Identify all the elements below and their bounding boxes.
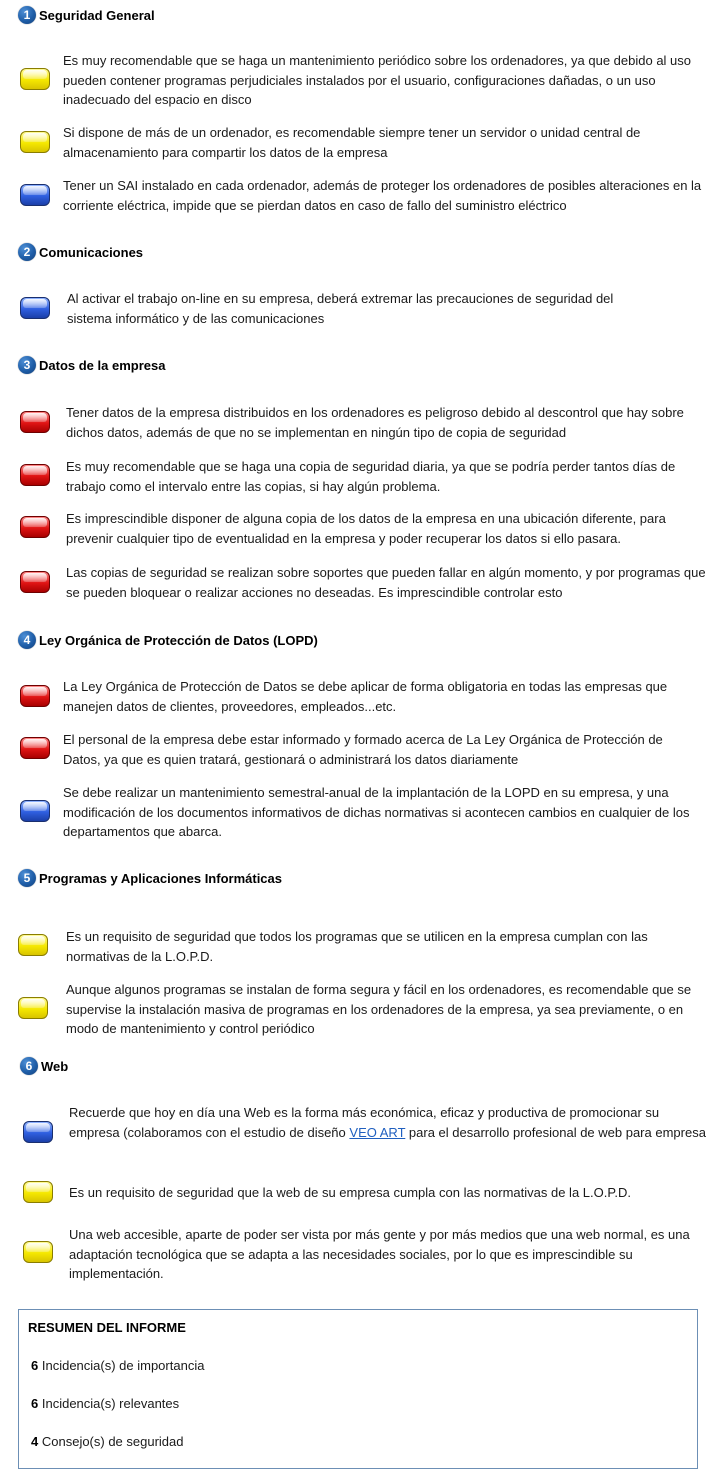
summary-label: Consejo(s) de seguridad bbox=[41, 1434, 184, 1449]
section-heading bbox=[20, 1056, 68, 1076]
item-text: Es un requisito de seguridad que todos los programas que se utilicen en la empresa cumplan con las normativas de la L.O.P.D. bbox=[66, 929, 648, 964]
blue-status-icon bbox=[20, 800, 50, 822]
yellow-status-icon bbox=[23, 1181, 53, 1203]
section-number-badge: 2 bbox=[18, 243, 36, 261]
red-status-icon bbox=[20, 464, 50, 486]
summary-count: 6 bbox=[31, 1358, 39, 1373]
section-heading bbox=[18, 355, 165, 375]
section-title: Programas y Aplicaciones Informáticas bbox=[39, 870, 283, 886]
section-title: Datos de la empresa bbox=[39, 357, 166, 373]
red-status-icon bbox=[20, 571, 50, 593]
summary-label: Incidencia(s) de importancia bbox=[41, 1358, 205, 1373]
item-text: Es imprescindible disponer de alguna copia de los datos de la empresa en una ubicación diferente, para prevenir cualquier tipo de eventualidad en la empresa y poder recuperar los datos si ello pasara. bbox=[66, 511, 666, 546]
blue-status-icon bbox=[20, 297, 50, 319]
section-number-badge: 6 bbox=[20, 1057, 38, 1075]
yellow-status-icon bbox=[18, 997, 48, 1019]
yellow-status-icon bbox=[23, 1241, 53, 1263]
red-status-icon bbox=[20, 516, 50, 538]
item-text-before: Recuerde que hoy en día una Web es la forma más económica, eficaz y productiva de promocionar su empresa (colaboramos con el estudio de diseño bbox=[69, 1105, 660, 1140]
yellow-status-icon bbox=[18, 934, 48, 956]
blue-status-icon bbox=[20, 184, 50, 206]
red-status-icon bbox=[20, 411, 50, 433]
red-status-icon bbox=[20, 737, 50, 759]
item-text: Es un requisito de seguridad que la web de su empresa cumpla con las normativas de la L.O.P.D. bbox=[69, 1185, 631, 1200]
yellow-status-icon bbox=[20, 68, 50, 90]
item-text: Si dispone de más de un ordenador, es recomendable siempre tener un servidor o unidad central de almacenamiento para compartir los datos de la empresa bbox=[63, 125, 641, 160]
section-title: Comunicaciones bbox=[39, 244, 144, 260]
item-text: Las copias de seguridad se realizan sobre soportes que pueden fallar en algún momento, y por programas que se pueden bloquear o realizar acciones no deseadas. Es imprescindible controlar esto bbox=[66, 565, 706, 600]
item-text: Una web accesible, aparte de poder ser vista por más gente y por más medios que una web normal, es una adaptación tecnológica que se adapta a las necesidades sociales, por lo que es imprescindible su implementación. bbox=[69, 1227, 690, 1281]
summary-row bbox=[31, 1358, 204, 1373]
item-text: Es muy recomendable que se haga un mantenimiento periódico sobre los ordenadores, ya que debido al uso pueden contener programas perjudiciales instalados por el usuario, configuraciones dañadas, o un uso inadecuado del espacio en disco bbox=[63, 53, 692, 107]
yellow-status-icon bbox=[20, 131, 50, 153]
section-heading bbox=[18, 242, 143, 262]
summary-label: Incidencia(s) relevantes bbox=[41, 1396, 180, 1411]
section-heading bbox=[18, 868, 282, 888]
section-number-badge: 1 bbox=[18, 6, 36, 24]
section-heading bbox=[18, 630, 318, 650]
summary-count: 6 bbox=[31, 1396, 39, 1411]
section-heading bbox=[18, 5, 155, 25]
section-number-badge: 4 bbox=[18, 631, 36, 649]
section-title: Web bbox=[41, 1058, 69, 1074]
summary-row bbox=[31, 1396, 179, 1411]
item-text: Se debe realizar un mantenimiento semestral-anual de la implantación de la LOPD en su empresa, y una modificación de los documentos informativos de dichas normativas si acontecen cambios en cualquier de los departamentos que abarca. bbox=[63, 785, 690, 839]
item-text: La Ley Orgánica de Protección de Datos se debe aplicar de forma obligatoria en todas las empresas que manejen datos de clientes, proveedores, empleados...etc. bbox=[63, 679, 668, 714]
section-number-badge: 3 bbox=[18, 356, 36, 374]
section-number-badge: 5 bbox=[18, 869, 36, 887]
item-text-after: para el desarrollo profesional de web para empresa bbox=[408, 1124, 706, 1140]
section-title: Seguridad General bbox=[39, 7, 155, 23]
veo-art-link[interactable]: VEO ART bbox=[349, 1124, 406, 1140]
item-text: Al activar el trabajo on-line en su empresa, deberá extremar las precauciones de seguridad del sistema informático y de las comunicaciones bbox=[67, 291, 614, 326]
item-text: Tener datos de la empresa distribuidos en los ordenadores es peligroso debido al descontrol que hay sobre dichos datos, además de que no se implementan en ningún tipo de copia de seguridad bbox=[66, 405, 684, 440]
summary-box bbox=[18, 1309, 698, 1469]
blue-status-icon bbox=[23, 1121, 53, 1143]
summary-title: RESUMEN DEL INFORME bbox=[28, 1320, 186, 1335]
item-text: Aunque algunos programas se instalan de forma segura y fácil en los ordenadores, es recomendable que se supervise la instalación masiva de programas en los ordenadores de la empresa, ya sea previamente, o en modo de mantenimiento y control periódico bbox=[66, 982, 692, 1036]
item-text: El personal de la empresa debe estar informado y formado acerca de La Ley Orgánica de Protección de Datos, ya que es quien tratará, gestionará o administrará los datos diariamente bbox=[63, 732, 663, 767]
section-title: Ley Orgánica de Protección de Datos (LOPD) bbox=[39, 632, 318, 648]
item-text bbox=[69, 1103, 709, 1142]
red-status-icon bbox=[20, 685, 50, 707]
summary-row bbox=[31, 1434, 184, 1449]
summary-count: 4 bbox=[31, 1434, 39, 1449]
item-text: Es muy recomendable que se haga una copia de seguridad diaria, ya que se podría perder tantos días de trabajo como el intervalo entre las copias, si hay algún problema. bbox=[66, 459, 676, 494]
item-text: Tener un SAI instalado en cada ordenador, además de proteger los ordenadores de posibles alteraciones en la corriente eléctrica, impide que se pierdan datos en caso de fallo del suministro eléctrico bbox=[63, 178, 702, 213]
